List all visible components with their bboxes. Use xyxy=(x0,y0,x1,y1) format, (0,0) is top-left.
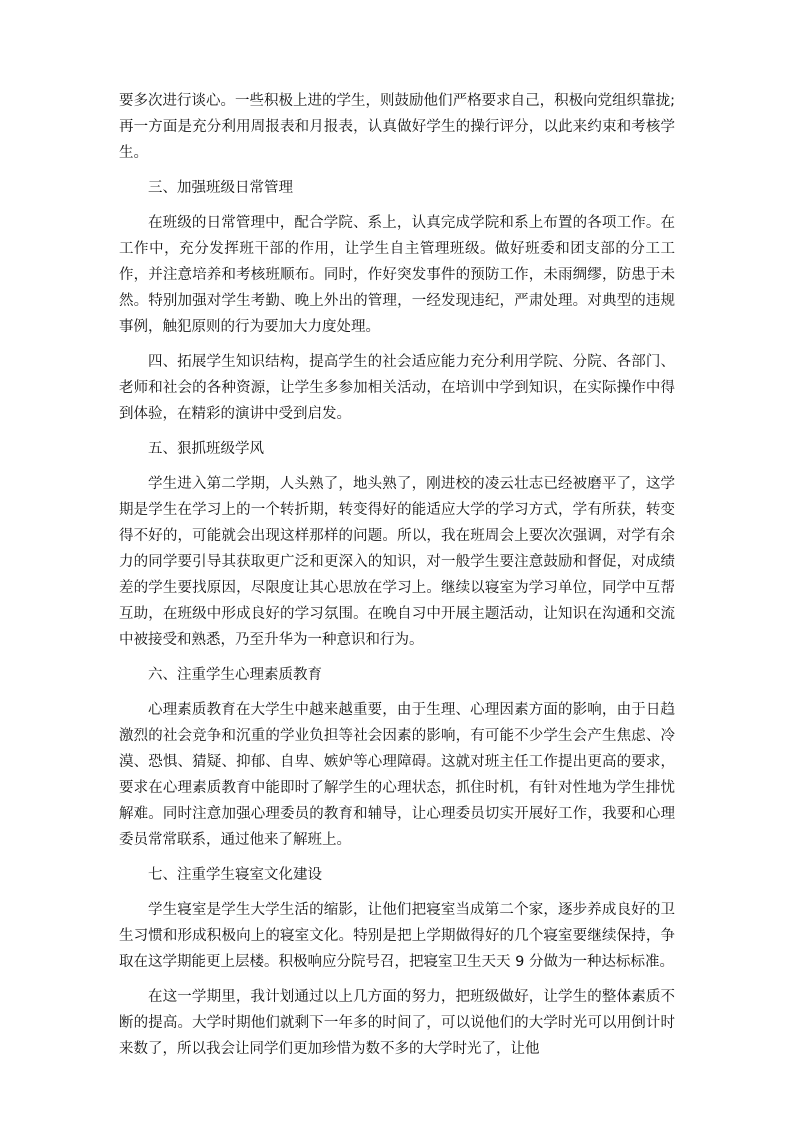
section-heading-6: 六、注重学生心理素质教育 xyxy=(148,667,322,683)
section-heading-7: 七、注重学生寝室文化建设 xyxy=(148,867,322,883)
paragraph-psychology: 心理素质教育在大学生中越来越重要，由于生理、心理因素方面的影响，由于日趋激烈的社会竞争和沉重的学业负担等社会因素的影响，有可能不少学生会产生焦虑、冷漠、恐惧、猜疑、抑郁、自卑、嫉妒等心理障碍。这就对班主任工作提出更高的要求，要求在心理素质教育中能即时了解学生的心理状态，抓住时机，有针对性地为学生排忧解难。同时注意加强心理委员的教育和辅导，让心理委员切实开展好工作，我要和心理委员常常联系，通过他来了解班上。 xyxy=(119,702,675,848)
section-heading-3: 三、加强班级日常管理 xyxy=(148,180,293,196)
paragraph-conclusion: 在这一学期里，我计划通过以上几方面的努力，把班级做好，让学生的整体素质不断的提高。大学时期他们就剩下一年多的时间了，可以说他们的大学时光可以用倒计时来数了，所以我会让同学们更加珍惜为数不多的大学时光了，让他 xyxy=(119,989,675,1057)
paragraph-knowledge-structure: 四、拓展学生知识结构，提高学生的社会适应能力充分利用学院、分院、各部门、老师和社会的各种资源，让学生多参加相关活动，在培训中学到知识，在实际操作中得到体验，在精彩的演讲中受到启发。 xyxy=(119,354,675,422)
document-page xyxy=(119,88,675,1071)
paragraph-daily-management: 在班级的日常管理中，配合学院、系上，认真完成学院和系上布置的各项工作。在工作中，充分发挥班干部的作用，让学生自主管理班级。做好班委和团支部的分工工作，并注意培养和考核班顺布。同时，作好突发事件的预防工作，未雨绸缪，防患于未然。特别加强对学生考勤、晚上外出的管理，一经发现违纪，严肃处理。对典型的违规事例，触犯原则的行为要加大力度处理。 xyxy=(119,215,675,335)
section-heading-5: 五、狠抓班级学风 xyxy=(148,441,264,457)
paragraph-continuation: 要多次进行谈心。一些积极上进的学生，则鼓励他们严格要求自己，积极向党组织靠拢;再一方面是充分利用周报表和月报表，认真做好学生的操行评分，以此来约束和考核学生。 xyxy=(119,93,675,161)
paragraph-study-style: 学生进入第二学期，人头熟了，地头熟了，刚进校的凌云壮志已经被磨平了，这学期是学生在学习上的一个转折期，转变得好的能适应大学的学习方式，学有所获，转变得不好的，可能就会出现这样那样的问题。所以，我在班周会上要次次强调，对学有余力的同学要引导其获取更广泛和更深入的知识，对一般学生要注意鼓励和督促，对成绩差的学生要找原因，尽限度让其心思放在学习上。继续以寝室为学习单位，同学中互帮互助，在班级中形成良好的学习氛围。在晚自习中开展主题活动，让知识在沟通和交流中被接受和熟悉，乃至升华为一种意识和行为。 xyxy=(119,476,675,648)
paragraph-dormitory: 学生寝室是学生大学生活的缩影，让他们把寝室当成第二个家，逐步养成良好的卫生习惯和形成积极向上的寝室文化。特别是把上学期做得好的几个寝室要继续保持，争取在这学期能更上层楼。积极响应分院号召，把寝室卫生天天 9 分做为一种达标标准。 xyxy=(119,902,675,970)
